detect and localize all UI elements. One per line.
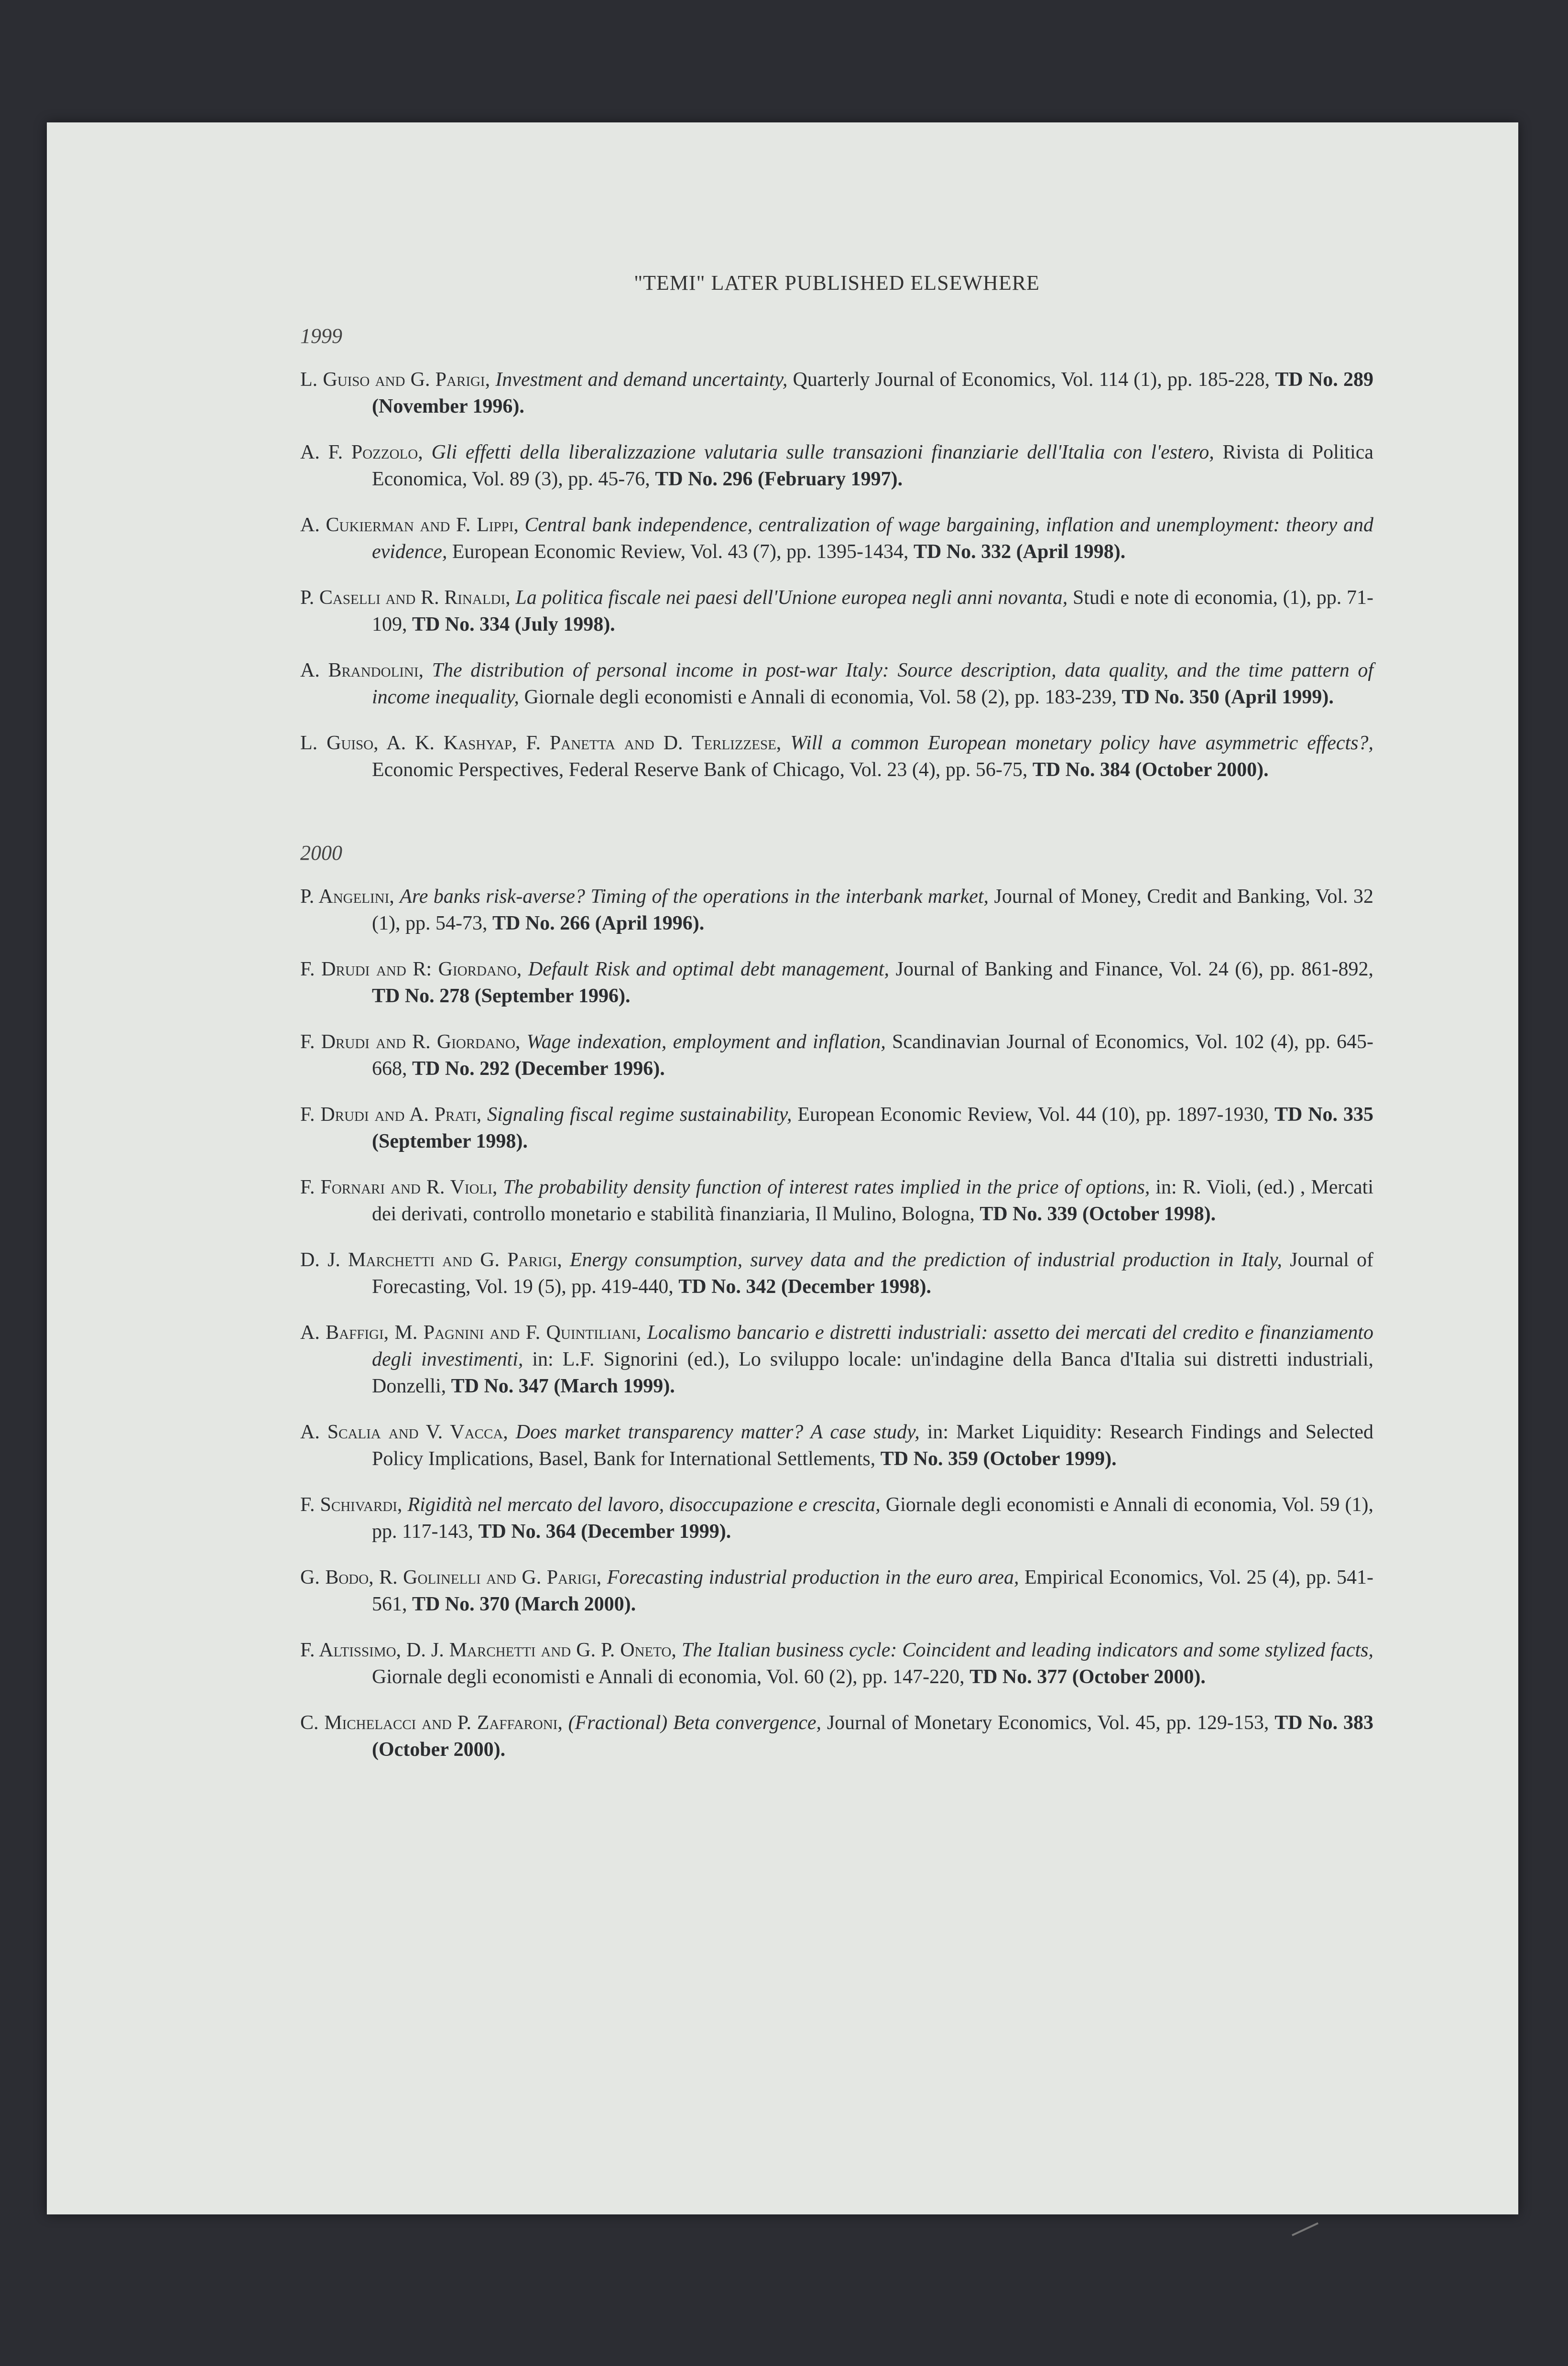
entry-td: TD No. 370 (March 2000). <box>412 1593 636 1615</box>
entry-authors: F. Altissimo, D. J. Marchetti and G. P. Oneto, <box>300 1639 676 1661</box>
entry-title: The Italian business cycle: Coincident and leading indicators and some stylized facts, <box>681 1639 1374 1661</box>
entry-source: Quarterly Journal of Economics, Vol. 114 (1), pp. 185-228, <box>793 369 1270 391</box>
entry-authors: A. F. Pozzolo, <box>300 441 423 463</box>
year-heading-2000: 2000 <box>300 841 342 865</box>
bibliography-entry <box>300 1491 1373 1545</box>
bibliography-entry <box>300 512 1373 565</box>
entry-authors: F. Schivardi, <box>300 1494 403 1516</box>
entry-authors: P. Angelini, <box>300 886 394 908</box>
bibliography-entry <box>300 1709 1373 1763</box>
entry-authors: F. Drudi and R: Giordano, <box>300 958 522 980</box>
entry-td: TD No. 364 (December 1999). <box>478 1521 731 1543</box>
entry-title: The distribution of personal income in post-war Italy: Source description, data quality, and the time pattern of income inequality, <box>372 659 1373 708</box>
entry-td: TD No. 339 (October 1998). <box>980 1203 1216 1225</box>
bibliography-entry <box>300 1564 1373 1618</box>
bibliography-entry <box>300 366 1373 420</box>
entry-td: TD No. 335 (September 1998). <box>372 1104 1373 1152</box>
entry-td: TD No. 289 (November 1996). <box>372 369 1374 417</box>
entry-source: European Economic Review, Vol. 44 (10), pp. 1897-1930, <box>797 1104 1269 1126</box>
entry-source: European Economic Review, Vol. 43 (7), pp. 1395-1434, <box>452 541 909 563</box>
entry-source: Giornale degli economisti e Annali di economia, Vol. 59 (1), pp. 117-143, <box>372 1494 1374 1543</box>
bibliography-entry <box>300 1101 1373 1155</box>
document-page <box>47 122 1518 2214</box>
entry-source: Scandinavian Journal of Economics, Vol. 102 (4), pp. 645-668, <box>372 1031 1374 1080</box>
entry-td: TD No. 350 (April 1999). <box>1122 686 1334 708</box>
entry-authors: F. Drudi and A. Prati, <box>300 1104 482 1126</box>
entries-1999 <box>300 366 1373 783</box>
bibliography-entry <box>300 1174 1373 1227</box>
entries-2000 <box>300 883 1373 1763</box>
entry-title: Energy consumption, survey data and the prediction of industrial production in Italy, <box>569 1249 1282 1271</box>
bibliography-entry <box>300 1419 1373 1472</box>
entry-title: Gli effetti della liberalizzazione valutaria sulle transazioni finanziarie dell'Italia con l'estero, <box>431 441 1214 463</box>
entry-title: The probability density function of interest rates implied in the price of options, <box>503 1176 1150 1198</box>
entry-authors: D. J. Marchetti and G. Parigi, <box>300 1249 562 1271</box>
bibliography-entry <box>300 1029 1373 1082</box>
bibliography-entry <box>300 1247 1373 1300</box>
document-content <box>300 271 1373 1782</box>
entry-source: Rivista di Politica Economica, Vol. 89 (3), pp. 45-76, <box>372 441 1374 490</box>
entry-title: La politica fiscale nei paesi dell'Unione europea negli anni novanta, <box>515 587 1068 609</box>
entry-source: Giornale degli economisti e Annali di economia, Vol. 60 (2), pp. 147-220, <box>372 1666 965 1688</box>
entry-source: in: Market Liquidity: Research Findings and Selected Policy Implications, Basel, Bank for International Settlements, <box>372 1421 1374 1470</box>
entry-source: Giornale degli economisti e Annali di economia, Vol. 58 (2), pp. 183-239, <box>524 686 1117 708</box>
bibliography-entry <box>300 883 1373 937</box>
bibliography-entry <box>300 730 1373 783</box>
bibliography-entry <box>300 657 1373 711</box>
entry-td: TD No. 296 (February 1997). <box>655 468 903 490</box>
entry-td: TD No. 278 (September 1996). <box>372 985 631 1007</box>
entry-td: TD No. 342 (December 1998). <box>678 1276 932 1298</box>
entry-source: in: R. Violi, (ed.) , Mercati dei derivati, controllo monetario e stabilità finanziaria, Il Mulino, Bologna, <box>372 1176 1374 1225</box>
entry-title: Central bank independence, centralization of wage bargaining, inflation and unemployment: theory and evidence, <box>372 514 1373 563</box>
entry-title: Does market transparency matter? A case study, <box>515 1421 920 1443</box>
entry-title: Rigidità nel mercato del lavoro, disoccupazione e crescita, <box>407 1494 881 1516</box>
entry-td: TD No. 384 (October 2000). <box>1032 759 1269 781</box>
entry-authors: L. Guiso, A. K. Kashyap, F. Panetta and D. Terlizzese, <box>300 732 782 754</box>
entry-source: Empirical Economics, Vol. 25 (4), pp. 541-561, <box>372 1566 1374 1615</box>
page-title: "TEMI" LATER PUBLISHED ELSEWHERE <box>634 271 1040 295</box>
entry-title: Default Risk and optimal debt management, <box>528 958 889 980</box>
entry-authors: A. Baffigi, M. Pagnini and F. Quintiliani, <box>300 1322 642 1344</box>
bibliography-entry <box>300 1319 1373 1400</box>
entry-td: TD No. 266 (April 1996). <box>492 912 705 934</box>
entry-source: in: L.F. Signorini (ed.), Lo sviluppo locale: un'indagine della Banca d'Italia sui distretti industriali, Donzelli, <box>372 1348 1374 1397</box>
bibliography-entry <box>300 956 1373 1009</box>
bibliography-entry <box>300 439 1373 493</box>
entry-authors: A. Cukierman and F. Lippi, <box>300 514 519 536</box>
entry-source: Journal of Banking and Finance, Vol. 24 (6), pp. 861-892, <box>895 958 1373 980</box>
entry-td: TD No. 332 (April 1998). <box>913 541 1126 563</box>
entry-authors: P. Caselli and R. Rinaldi, <box>300 587 511 609</box>
entry-source: Journal of Money, Credit and Banking, Vol. 32 (1), pp. 54-73, <box>372 886 1374 934</box>
entry-source: Journal of Monetary Economics, Vol. 45, pp. 129-153, <box>827 1712 1269 1734</box>
entry-td: TD No. 359 (October 1999). <box>880 1448 1117 1470</box>
entry-source: Journal of Forecasting, Vol. 19 (5), pp. 419-440, <box>372 1249 1374 1298</box>
entry-authors: A. Brandolini, <box>300 659 424 681</box>
bibliography-entry <box>300 584 1373 638</box>
entry-td: TD No. 383 (October 2000). <box>372 1712 1373 1761</box>
entry-td: TD No. 292 (December 1996). <box>412 1058 665 1080</box>
entry-title: Are banks risk-averse? Timing of the operations in the interbank market, <box>400 886 989 908</box>
entry-source: Economic Perspectives, Federal Reserve Bank of Chicago, Vol. 23 (4), pp. 56-75, <box>372 759 1028 781</box>
entry-authors: G. Bodo, R. Golinelli and G. Parigi, <box>300 1566 602 1588</box>
entry-authors: A. Scalia and V. Vacca, <box>300 1421 508 1443</box>
entry-title: Localismo bancario e distretti industriali: assetto dei mercati del credito e finanziamento degli investimenti, <box>372 1322 1374 1370</box>
year-heading-1999: 1999 <box>300 324 342 348</box>
bibliography-entry <box>300 1637 1373 1690</box>
entry-td: TD No. 377 (October 2000). <box>969 1666 1206 1688</box>
scuff-mark <box>1292 2223 1318 2236</box>
entry-td: TD No. 347 (March 1999). <box>451 1375 675 1397</box>
entry-source: Studi e note di economia, (1), pp. 71-109, <box>372 587 1373 635</box>
entry-title: Wage indexation, employment and inflation, <box>526 1031 886 1053</box>
entry-title: Signaling fiscal regime sustainability, <box>487 1104 792 1126</box>
entry-authors: F. Drudi and R. Giordano, <box>300 1031 521 1053</box>
entry-authors: C. Michelacci and P. Zaffaroni, <box>300 1712 563 1734</box>
entry-title: Will a common European monetary policy have asymmetric effects?, <box>790 732 1373 754</box>
entry-title: Forecasting industrial production in the euro area, <box>607 1566 1019 1588</box>
entry-td: TD No. 334 (July 1998). <box>412 613 615 635</box>
entry-title: (Fractional) Beta convergence, <box>568 1712 822 1734</box>
entry-authors: L. Guiso and G. Parigi, <box>300 369 490 391</box>
entry-title: Investment and demand uncertainty, <box>495 369 788 391</box>
entry-authors: F. Fornari and R. Violi, <box>300 1176 498 1198</box>
